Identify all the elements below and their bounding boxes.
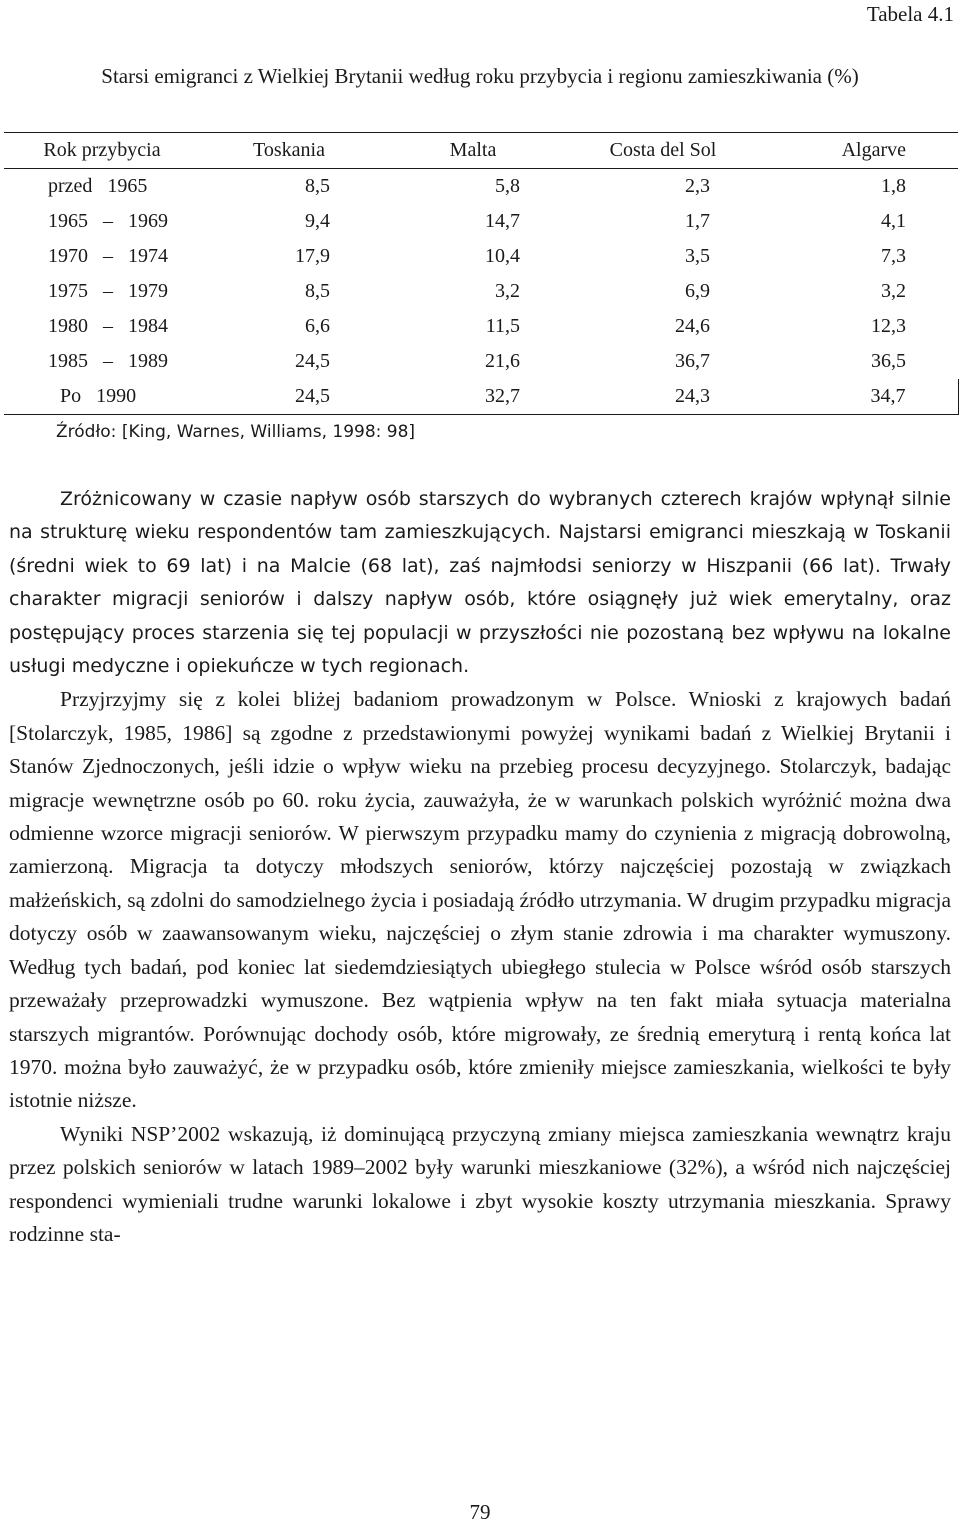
value-cell: 36,5 — [871, 350, 906, 372]
value-cell: 6,9 — [685, 280, 710, 302]
value-cell: 3,2 — [881, 280, 906, 302]
value-cell: 8,5 — [305, 280, 330, 302]
value-cell: 17,9 — [295, 245, 330, 267]
column-header: Costa del Sol — [568, 133, 758, 169]
value-cell: 4,1 — [881, 210, 906, 232]
body-text — [9, 483, 951, 1251]
paragraph: Zróżnicowany w czasie napływ osób starszych do wybranych czterech krajów wpłynął silnie na strukturę wieku respondentów tam zamieszkujących. Najstarsi emigranci mieszkają w Toskanii (średni wiek to 69 lat) i na Malcie (68 lat), zaś najmłodsi seniorzy w Hiszpanii (66 lat). Trwały charakter migracji seniorów i dalszy napływ osób, które osiągnęły już wiek emerytalny, oraz postępujący proces starzenia się tej populacji w przyszłości nie pozostaną bez wpływu na lokalne usługi medyczne i opiekuńcze w tych regionach. — [9, 488, 951, 678]
value-cell: 21,6 — [485, 350, 520, 372]
table-row — [4, 239, 958, 274]
value-cell: 24,3 — [568, 379, 758, 415]
column-header: Toskania — [200, 133, 378, 169]
value-cell: 34,7 — [758, 379, 958, 415]
year-cell: 1980 – 1984 — [48, 315, 168, 337]
column-header: Malta — [378, 133, 568, 169]
column-header: Algarve — [758, 133, 958, 169]
paragraph: Przyjrzyjmy się z kolei bliżej badaniom prowadzonym w Polsce. Wnioski z krajowych badań [Stolarczyk, 1985, 1986] są zgodne z przedstawionymi powyżej wynikami badań z Wielkiej Brytanii i Stanów Zjednoczonych, jeśli idzie o wpływ wieku na przebieg procesu decyzyjnego. Stolarczyk, badając migracje wewnętrzne osób po 60. roku życia, zauważyła, że w warunkach polskich wyróżnić można dwa odmienne wzorce migracji seniorów. W pierwszym przypadku mamy do czynienia z migracją dobrowolną, zamierzoną. Migracja ta dotyczy młodszych seniorów, którzy najczęściej pozostają w związkach małżeńskich, są zdolni do samodzielnego życia i posiadają źródło utrzymania. W drugim przypadku migracja dotyczy osób w zaawansowanym wieku, najczęściej o złym stanie zdrowia i ma charakter wymuszony. Według tych badań, pod koniec lat siedemdziesiątych ubiegłego stulecia w Polsce wśród osób starszych przeważały przeprowadzki wymuszone. Bez wątpienia wpływ na ten fakt miała sytuacja materialna starszych migrantów. Porównując dochody osób, które migrowały, ze średnią emeryturą i rentą końca lat 1970. można było zauważyć, że w przypadku osób, które zmieniły miejsce zamieszkania, wielkości te były istotnie niższe. — [9, 687, 951, 1113]
table-row — [4, 204, 958, 239]
value-cell: 3,5 — [685, 245, 710, 267]
table-row — [4, 379, 958, 415]
year-cell: Po 1990 — [4, 379, 200, 415]
table-source-note: Źródło: [King, Warnes, Williams, 1998: 98] — [56, 422, 416, 442]
page-number: 79 — [469, 1500, 491, 1524]
table-row — [4, 274, 958, 309]
value-cell: 12,3 — [871, 315, 906, 337]
table-header-row — [4, 133, 958, 169]
value-cell: 10,4 — [485, 245, 520, 267]
table-row — [4, 344, 958, 379]
value-cell: 3,2 — [495, 280, 520, 302]
paragraph: Wyniki NSP’2002 wskazują, iż dominującą przyczyną zmiany miejsca zamieszkania wewnątrz kraju przez polskich seniorów w latach 1989–2002 były warunki mieszkaniowe (32%), a wśród nich najczęściej respondenci wymieniali trudne warunki lokalowe i zbyt wysokie koszty utrzymania mieszkania. Sprawy rodzinne sta- — [9, 1121, 951, 1246]
table-title: Starsi emigranci z Wielkiej Brytanii według roku przybycia i regionu zamieszkiwania (%) — [101, 64, 859, 88]
value-cell: 9,4 — [305, 210, 330, 232]
value-cell: 5,8 — [495, 175, 520, 197]
value-cell: 14,7 — [485, 210, 520, 232]
value-cell: 24,5 — [200, 379, 378, 415]
table-row — [4, 169, 958, 205]
value-cell: 24,6 — [675, 315, 710, 337]
year-cell: 1965 – 1969 — [48, 210, 168, 232]
year-cell: 1985 – 1989 — [48, 350, 168, 372]
value-cell: 7,3 — [881, 245, 906, 267]
value-cell: 32,7 — [378, 379, 568, 415]
value-cell: 36,7 — [675, 350, 710, 372]
year-cell: 1970 – 1974 — [48, 245, 168, 267]
column-header: Rok przybycia — [4, 133, 200, 169]
value-cell: 2,3 — [685, 175, 710, 197]
year-cell: 1975 – 1979 — [48, 280, 168, 302]
data-table — [4, 132, 959, 415]
value-cell: 24,5 — [295, 350, 330, 372]
value-cell: 1,7 — [685, 210, 710, 232]
table-label: Tabela 4.1 — [866, 2, 954, 26]
table-row — [4, 309, 958, 344]
value-cell: 8,5 — [305, 175, 330, 197]
value-cell: 6,6 — [305, 315, 330, 337]
value-cell: 1,8 — [881, 175, 906, 197]
year-cell: przed 1965 — [48, 175, 148, 197]
value-cell: 11,5 — [485, 315, 520, 337]
